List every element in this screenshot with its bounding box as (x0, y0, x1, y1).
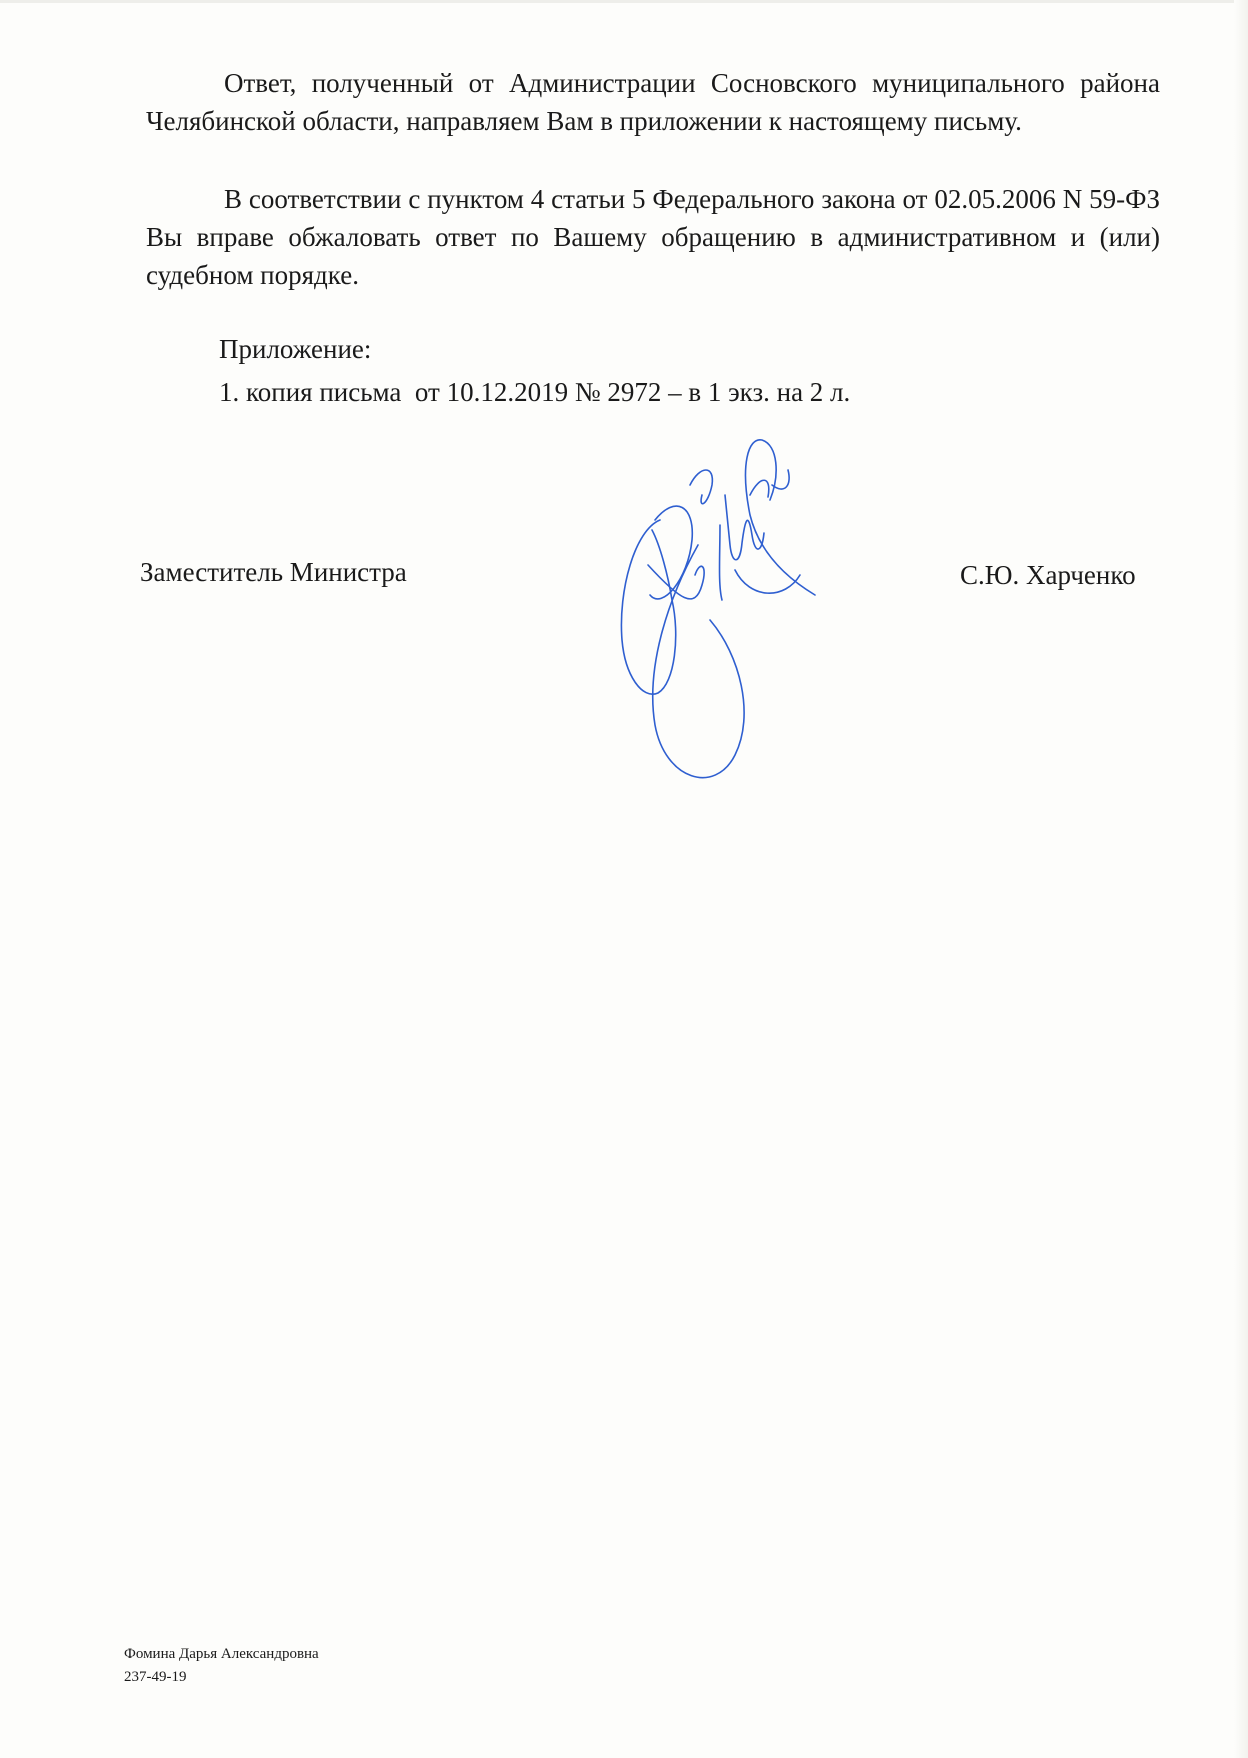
handwritten-signature (600, 425, 860, 805)
executor-name: Фомина Дарья Александровна (124, 1646, 319, 1662)
executor-phone: 237-49-19 (124, 1669, 187, 1685)
paragraph-response-forwarded: Ответ, полученный от Администрации Сосновского муниципального района Челябинской области, направляем Вам в приложении к настоящему письму. (146, 68, 1160, 136)
attachment-heading: Приложение: (219, 334, 372, 364)
attachment-item: 1. копия письма от 10.12.2019 № 2972 – в 1 экз. на 2 л. (219, 377, 851, 407)
paragraph-appeal-rights: В соответствии с пунктом 4 статьи 5 Федерального закона от 02.05.2006 N 59-ФЗ Вы вправе обжаловать ответ по Вашему обращению в административном и (или) судебном порядке. (146, 184, 1160, 290)
scan-edge-top (0, 0, 1248, 3)
signer-position: Заместитель Министра (140, 557, 407, 587)
scan-edge-right (1234, 0, 1248, 1758)
signer-name: С.Ю. Харченко (960, 560, 1136, 590)
